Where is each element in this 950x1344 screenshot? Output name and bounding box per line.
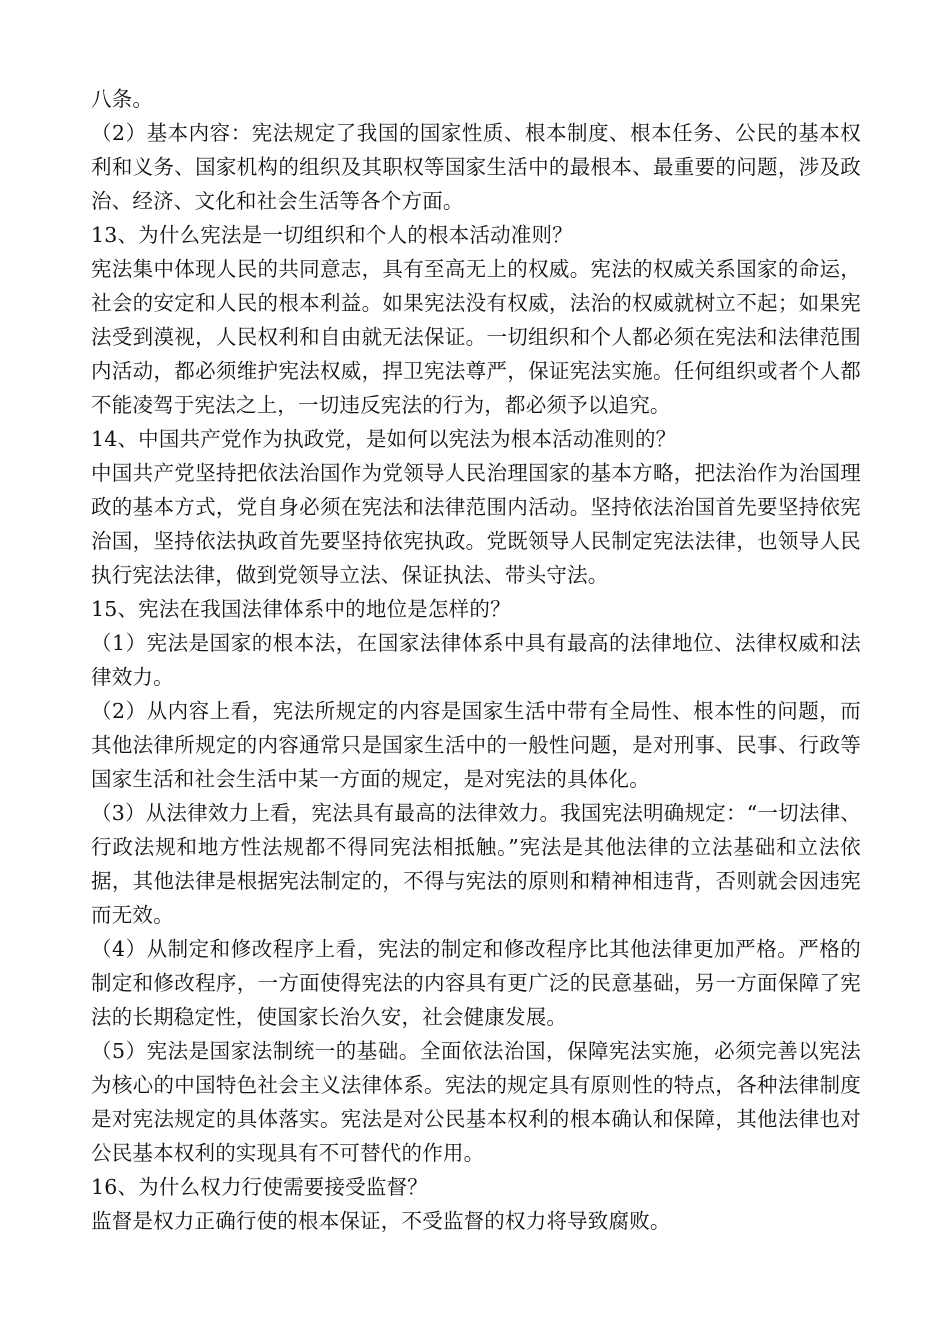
question-13: 13、为什么宪法是一切组织和个人的根本活动准则？ [91, 223, 573, 247]
answer-13: 宪法集中体现人民的共同意志，具有至高无上的权威。宪法的权威关系国家的命运，社会的安定和人民的根本利益。如果宪法没有权威，法治的权威就树立不起；如果宪法受到漠视，人民权利和自由就无法保证。一切组织和个人都必须在宪法和法律范围内活动，都必须维护宪法权威，捍卫宪法尊严，保证宪法实施。任何组织或者个人都不能凌驾于宪法之上，一切违反宪法的行为，都必须予以追究。 [91, 257, 861, 417]
answer-15-item-4: （4）从制定和修改程序上看，宪法的制定和修改程序比其他法律更加严格。严格的制定和修改程序，一方面使得宪法的内容具有更广泛的民意基础，另一方面保障了宪法的长期稳定性，使国家长治久安，社会健康发展。 [91, 937, 861, 1029]
document-page [91, 82, 861, 1238]
question-16: 16、为什么权力行使需要接受监督？ [91, 1175, 428, 1199]
answer-16: 监督是权力正确行使的根本保证，不受监督的权力将导致腐败。 [91, 1209, 671, 1233]
question-14: 14、中国共产党作为执政党，是如何以宪法为根本活动准则的？ [91, 427, 677, 451]
answer-15-item-5: （5）宪法是国家法制统一的基础。全面依法治国，保障宪法实施，必须完善以宪法为核心的中国特色社会主义法律体系。宪法的规定具有原则性的特点，各种法律制度是对宪法规定的具体落实。宪法是对公民基本权利的根本确认和保障，其他法律也对公民基本权利的实现具有不可替代的作用。 [91, 1039, 861, 1165]
paragraph-continuation: 八条。 [91, 87, 154, 111]
answer-15-item-3: （3）从法律效力上看，宪法具有最高的法律效力。我国宪法明确规定：“一切法律、行政法规和地方性法规都不得同宪法相抵触。”宪法是其他法律的立法基础和立法依据，其他法律是根据宪法制定的，不得与宪法的原则和精神相违背，否则就会因违宪而无效。 [91, 801, 861, 927]
answer-15-item-2: （2）从内容上看，宪法所规定的内容是国家生活中带有全局性、根本性的问题，而其他法律所规定的内容通常只是国家生活中的一般性问题，是对刑事、民事、行政等国家生活和社会生活中某一方面的规定，是对宪法的具体化。 [91, 699, 861, 791]
answer-14: 中国共产党坚持把依法治国作为党领导人民治理国家的基本方略，把法治作为治国理政的基本方式，党自身必须在宪法和法律范围内活动。坚持依法治国首先要坚持依宪治国，坚持依法执政首先要坚持依宪执政。党既领导人民制定宪法法律，也领导人民执行宪法法律，做到党领导立法、保证执法、带头守法。 [91, 461, 861, 587]
answer-15-item-1: （1）宪法是国家的根本法，在国家法律体系中具有最高的法律地位、法律权威和法律效力。 [91, 631, 861, 689]
question-15: 15、宪法在我国法律体系中的地位是怎样的？ [91, 597, 511, 621]
paragraph-item-2: （2）基本内容：宪法规定了我国的国家性质、根本制度、根本任务、公民的基本权利和义务、国家机构的组织及其职权等国家生活中的最根本、最重要的问题，涉及政治、经济、文化和社会生活等各个方面。 [91, 121, 861, 213]
